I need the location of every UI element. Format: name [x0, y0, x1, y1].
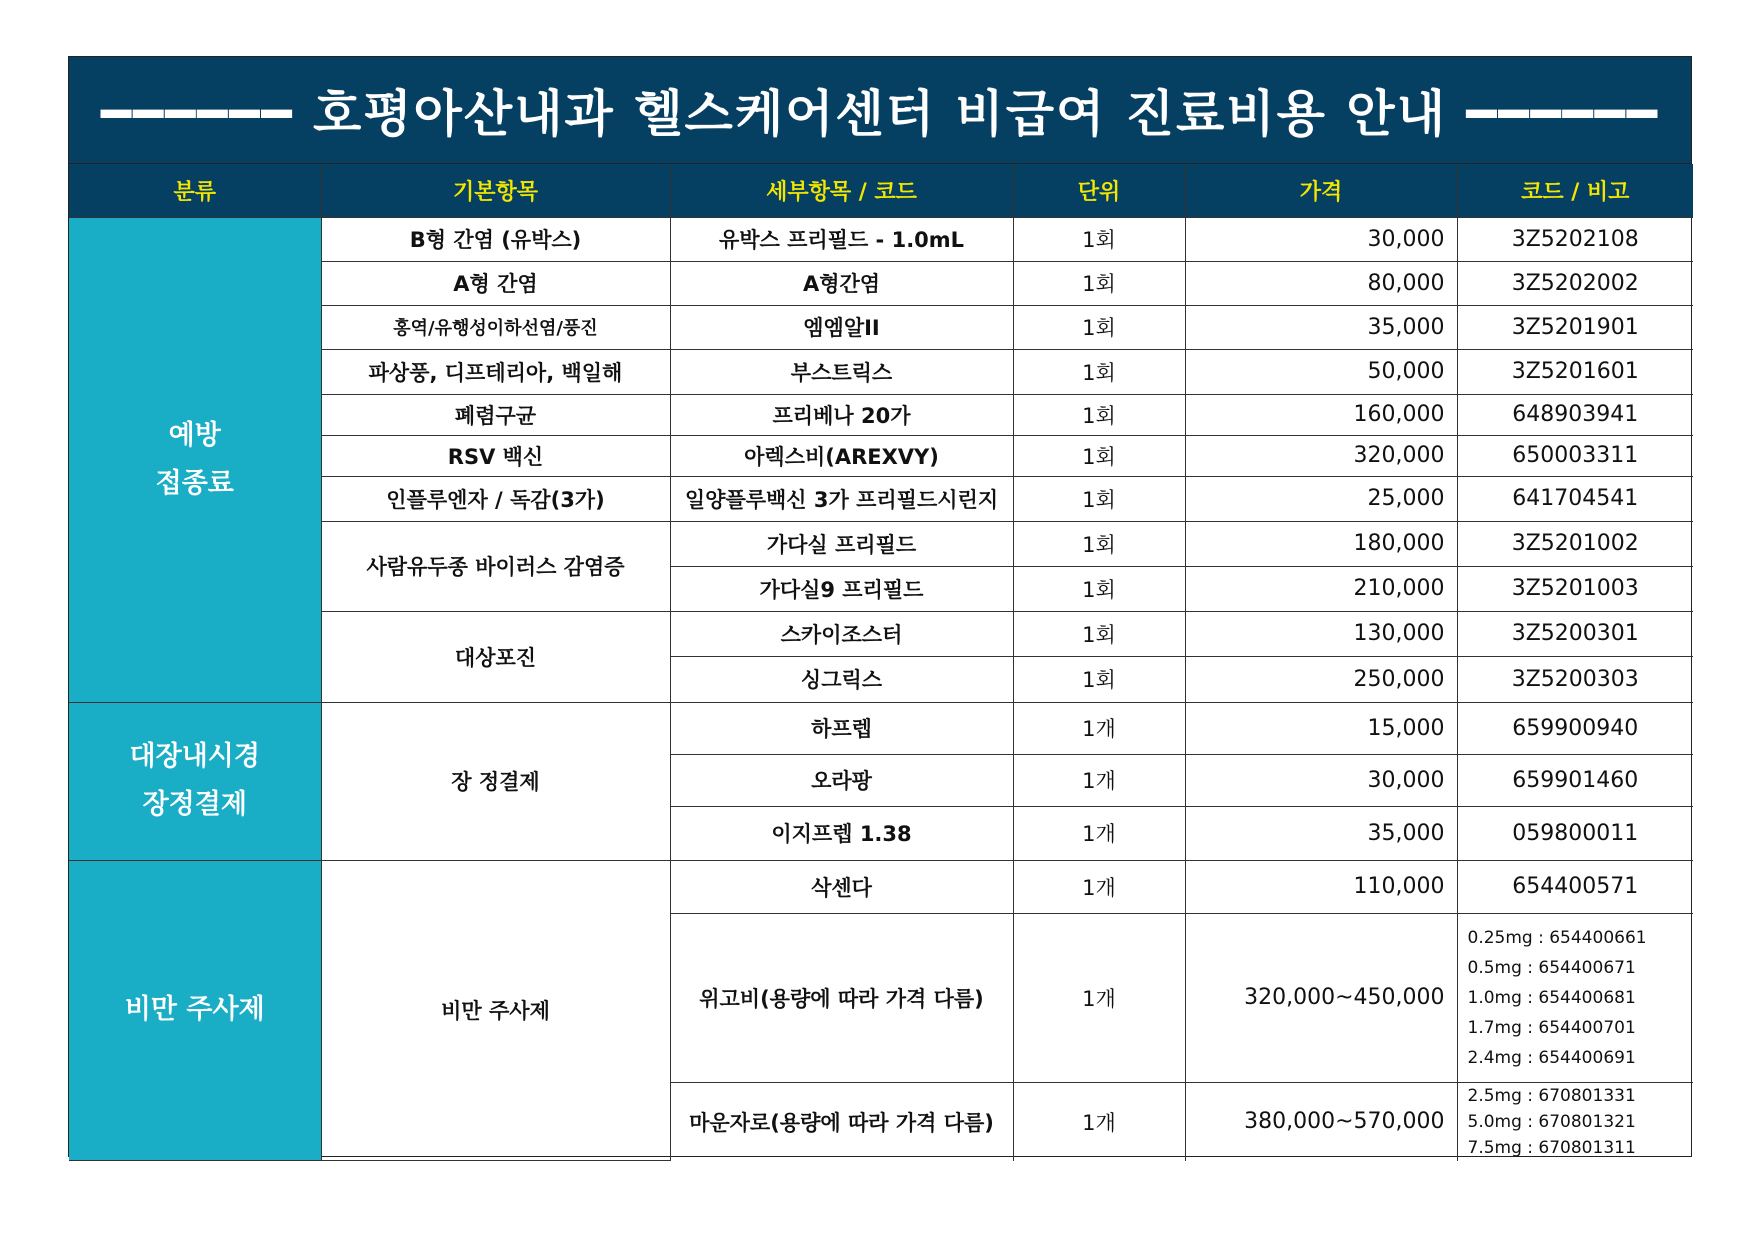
- dose-code-line: 2.4mg : 654400691: [1467, 1047, 1636, 1068]
- code-cell: 654400571: [1457, 860, 1693, 913]
- code-cell: 659900940: [1457, 702, 1693, 754]
- base-item: 파상풍, 디프테리아, 백일해: [321, 349, 670, 394]
- price-cell: 30,000: [1185, 217, 1457, 261]
- table-row: [69, 860, 1693, 913]
- code-cell: 3Z5201601: [1457, 349, 1693, 394]
- price-cell: 210,000: [1185, 566, 1457, 611]
- dose-code-line: 5.0mg : 670801321: [1467, 1111, 1636, 1132]
- price-cell: 30,000: [1185, 754, 1457, 806]
- price-cell: 25,000: [1185, 476, 1457, 521]
- unit-cell: 1회: [1013, 521, 1185, 566]
- detail-item: 마운자로(용량에 따라 가격 다름): [670, 1082, 1013, 1161]
- dose-code-line: 7.5mg : 670801311: [1467, 1137, 1636, 1158]
- code-cell: 650003311: [1457, 435, 1693, 476]
- header-detail-item: 세부항목 / 코드: [670, 164, 1013, 217]
- price-cell: 160,000: [1185, 394, 1457, 435]
- detail-item: 스카이조스터: [670, 611, 1013, 656]
- base-item: 폐렴구균: [321, 394, 670, 435]
- category-colonoscopy: 대장내시경 장정결제: [69, 702, 321, 860]
- code-cell: 659901460: [1457, 754, 1693, 806]
- base-item: 인플루엔자 / 독감(3가): [321, 476, 670, 521]
- unit-cell: 1개: [1013, 1082, 1185, 1161]
- dose-code-notes: [1457, 913, 1693, 1082]
- unit-cell: 1개: [1013, 806, 1185, 860]
- price-cell: 130,000: [1185, 611, 1457, 656]
- unit-cell: 1회: [1013, 476, 1185, 521]
- base-item: B형 간염 (유박스): [321, 217, 670, 261]
- detail-item: 위고비(용량에 따라 가격 다름): [670, 913, 1013, 1082]
- header-unit: 단위: [1013, 164, 1185, 217]
- fee-sheet: [68, 56, 1692, 1157]
- unit-cell: 1회: [1013, 305, 1185, 349]
- unit-cell: 1개: [1013, 860, 1185, 913]
- dose-code-line: 0.25mg : 654400661: [1467, 927, 1647, 948]
- price-cell: 180,000: [1185, 521, 1457, 566]
- header-base-item: 기본항목: [321, 164, 670, 217]
- detail-item: 유박스 프리필드 - 1.0mL: [670, 217, 1013, 261]
- code-cell: 641704541: [1457, 476, 1693, 521]
- code-cell: 3Z5201901: [1457, 305, 1693, 349]
- dose-code-line: 0.5mg : 654400671: [1467, 957, 1636, 978]
- code-cell: 3Z5200303: [1457, 656, 1693, 702]
- detail-item: 부스트릭스: [670, 349, 1013, 394]
- category-obesity: 비만 주사제: [69, 860, 321, 1161]
- code-cell: 3Z5200301: [1457, 611, 1693, 656]
- dose-code-line: 1.7mg : 654400701: [1467, 1017, 1636, 1038]
- fee-table: [69, 164, 1693, 1161]
- code-cell: 3Z5201002: [1457, 521, 1693, 566]
- table-row: [69, 702, 1693, 754]
- price-cell: 110,000: [1185, 860, 1457, 913]
- base-item: 대상포진: [321, 611, 670, 702]
- base-item: 비만 주사제: [321, 860, 670, 1161]
- detail-item: 일양플루백신 3가 프리필드시린지: [670, 476, 1013, 521]
- detail-item: 하프렙: [670, 702, 1013, 754]
- header-category: 분류: [69, 164, 321, 217]
- code-cell: 059800011: [1457, 806, 1693, 860]
- price-cell: 320,000~450,000: [1185, 913, 1457, 1082]
- price-cell: 380,000~570,000: [1185, 1082, 1457, 1161]
- unit-cell: 1회: [1013, 261, 1185, 305]
- unit-cell: 1회: [1013, 566, 1185, 611]
- dose-code-line: 1.0mg : 654400681: [1467, 987, 1636, 1008]
- page-title: ━━━━━━ 호평아산내과 헬스케어센터 비급여 진료비용 안내 ━━━━━━: [69, 57, 1691, 164]
- header-row: [69, 164, 1693, 217]
- detail-item: 가다실 프리필드: [670, 521, 1013, 566]
- price-cell: 50,000: [1185, 349, 1457, 394]
- unit-cell: 1회: [1013, 394, 1185, 435]
- code-cell: 3Z5202002: [1457, 261, 1693, 305]
- unit-cell: 1개: [1013, 754, 1185, 806]
- detail-item: 오라팡: [670, 754, 1013, 806]
- base-item: A형 간염: [321, 261, 670, 305]
- detail-item: 가다실9 프리필드: [670, 566, 1013, 611]
- base-item: 장 정결제: [321, 702, 670, 860]
- unit-cell: 1회: [1013, 435, 1185, 476]
- base-item: 사람유두종 바이러스 감염증: [321, 521, 670, 611]
- price-cell: 15,000: [1185, 702, 1457, 754]
- category-vaccine: 예방 접종료: [69, 217, 321, 702]
- price-cell: 35,000: [1185, 806, 1457, 860]
- price-cell: 35,000: [1185, 305, 1457, 349]
- unit-cell: 1개: [1013, 913, 1185, 1082]
- price-cell: 250,000: [1185, 656, 1457, 702]
- price-cell: 80,000: [1185, 261, 1457, 305]
- detail-item: 삭센다: [670, 860, 1013, 913]
- detail-item: 싱그릭스: [670, 656, 1013, 702]
- dose-code-notes: [1457, 1082, 1693, 1161]
- detail-item: 프리베나 20가: [670, 394, 1013, 435]
- unit-cell: 1회: [1013, 217, 1185, 261]
- unit-cell: 1회: [1013, 349, 1185, 394]
- detail-item: A형간염: [670, 261, 1013, 305]
- detail-item: 이지프렙 1.38: [670, 806, 1013, 860]
- header-price: 가격: [1185, 164, 1457, 217]
- base-item: 홍역/유행성이하선염/풍진: [321, 305, 670, 349]
- table-row: [69, 217, 1693, 261]
- unit-cell: 1개: [1013, 702, 1185, 754]
- code-cell: 3Z5202108: [1457, 217, 1693, 261]
- code-cell: 648903941: [1457, 394, 1693, 435]
- detail-item: 아렉스비(AREXVY): [670, 435, 1013, 476]
- dose-code-line: 2.5mg : 670801331: [1467, 1085, 1636, 1106]
- code-cell: 3Z5201003: [1457, 566, 1693, 611]
- price-cell: 320,000: [1185, 435, 1457, 476]
- detail-item: 엠엠알II: [670, 305, 1013, 349]
- header-code-note: 코드 / 비고: [1457, 164, 1693, 217]
- unit-cell: 1회: [1013, 611, 1185, 656]
- unit-cell: 1회: [1013, 656, 1185, 702]
- base-item: RSV 백신: [321, 435, 670, 476]
